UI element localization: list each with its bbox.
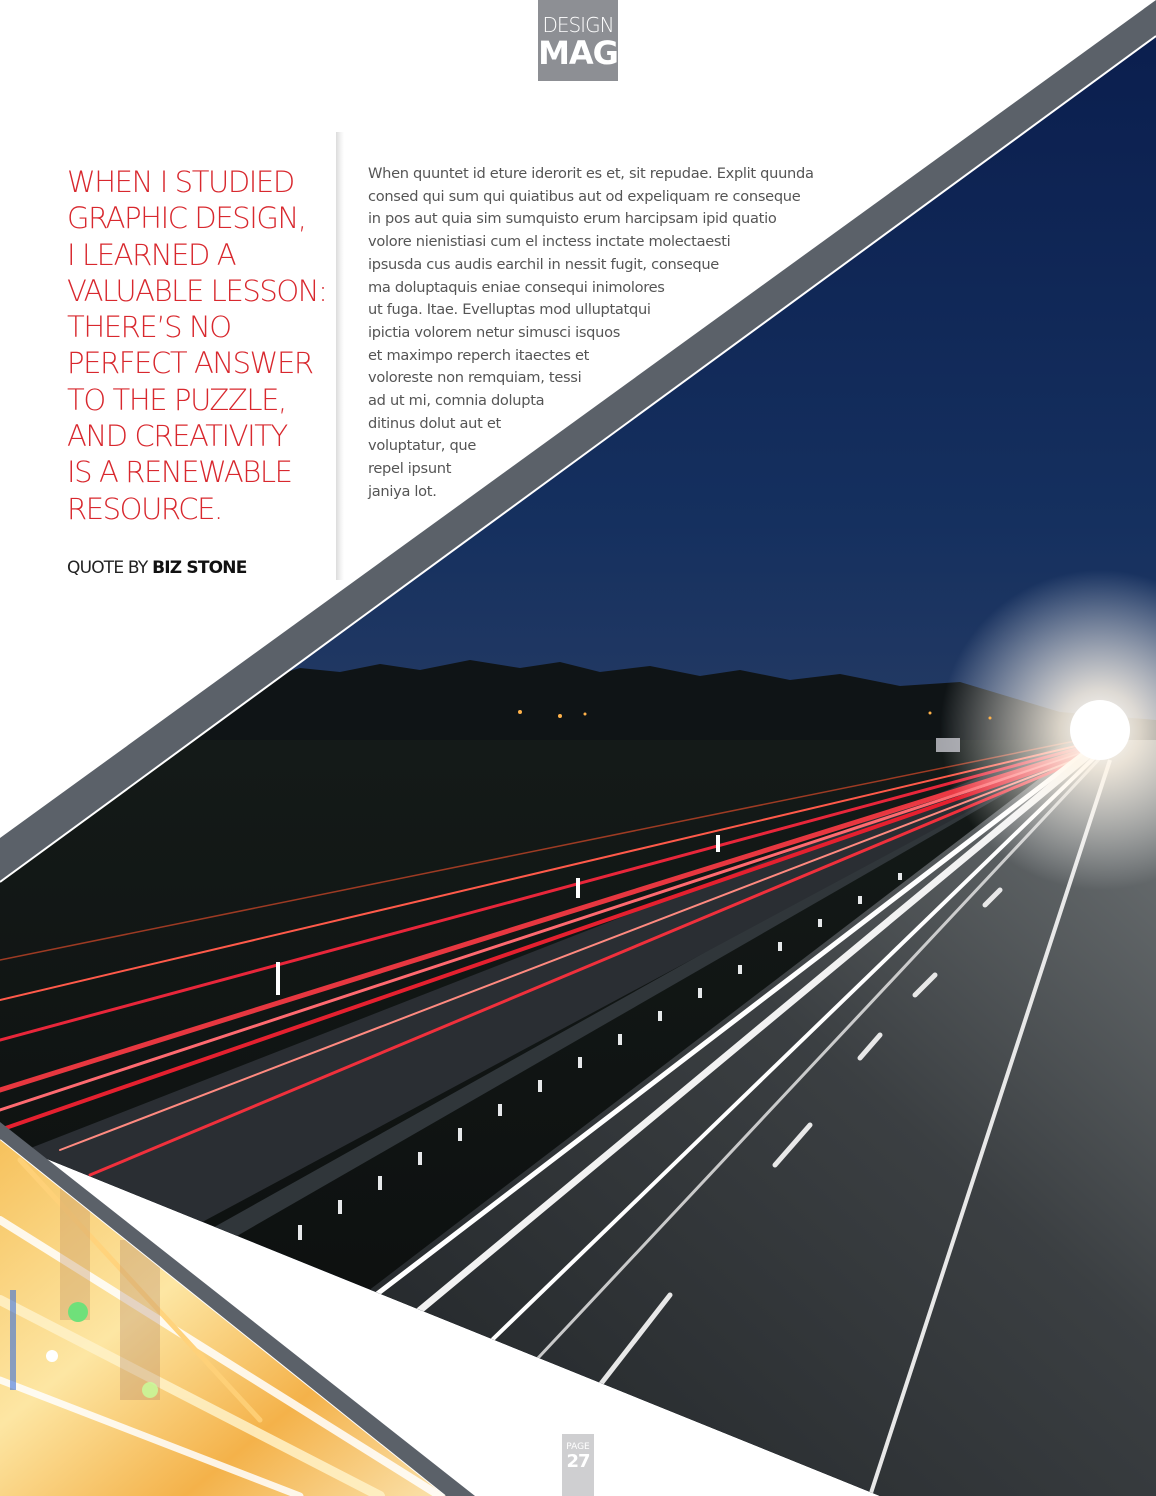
quote-line: WHEN I STUDIED bbox=[67, 165, 294, 199]
quote-line: TO THE PUZZLE, bbox=[67, 382, 286, 417]
byline-prefix: QUOTE BY bbox=[67, 558, 148, 578]
quote-line: AND CREATIVITY bbox=[67, 419, 287, 454]
column-divider bbox=[336, 132, 344, 580]
body-line: repel ipsunt bbox=[368, 460, 452, 478]
quote-line: GRAPHIC DESIGN, bbox=[67, 201, 306, 236]
body-line: ma doluptaquis eniae consequi inimolores bbox=[368, 278, 665, 296]
quote-attribution bbox=[67, 558, 247, 578]
body-line: et maximpo reperch itaectes et bbox=[368, 346, 590, 364]
body-line: ipsusda cus audis earchil in nessit fugit, conseque bbox=[368, 255, 719, 273]
quote-line: PERFECT ANSWER bbox=[67, 346, 313, 381]
body-line: consed qui sum qui quiatibus aut od expeliquam re conseque bbox=[368, 187, 801, 205]
magazine-logo bbox=[538, 0, 618, 81]
body-line: volore nienistiasi cum el inctess inctate molectaesti bbox=[368, 233, 731, 251]
article-body bbox=[368, 163, 838, 504]
body-line: voloreste non remquiam, tessi bbox=[368, 369, 582, 387]
quote-line: RESOURCE. bbox=[67, 491, 222, 526]
quote-line: I LEARNED A bbox=[67, 237, 236, 272]
pull-quote bbox=[67, 164, 337, 527]
body-line: ut fuga. Itae. Evelluptas mod ulluptatqui bbox=[368, 301, 651, 319]
body-line: janiya lot. bbox=[368, 482, 437, 500]
logo-bottom-text: MAG bbox=[538, 34, 618, 72]
quote-line: IS A RENEWABLE bbox=[67, 455, 292, 490]
page-number: 27 bbox=[566, 1451, 590, 1472]
body-line: ditinus dolut aut et bbox=[368, 414, 501, 432]
logo-top-text: DESIGN bbox=[542, 13, 614, 37]
quote-line: THERE’S NO bbox=[67, 310, 231, 345]
page-number-tab bbox=[562, 1434, 594, 1496]
quote-author: BIZ STONE bbox=[152, 558, 247, 578]
body-line: When quuntet id eture iderorit es et, sit repudae. Explit quunda bbox=[368, 165, 814, 182]
body-line: ipictia volorem netur simusci isquos bbox=[368, 323, 621, 341]
page-label: PAGE bbox=[566, 1442, 590, 1452]
body-line: ad ut mi, comnia dolupta bbox=[368, 392, 545, 410]
body-line: voluptatur, que bbox=[368, 437, 477, 455]
quote-line: VALUABLE LESSON: bbox=[67, 273, 327, 308]
body-line: in pos aut quia sim sumquisto erum harcipsam ipid quatio bbox=[368, 210, 777, 228]
